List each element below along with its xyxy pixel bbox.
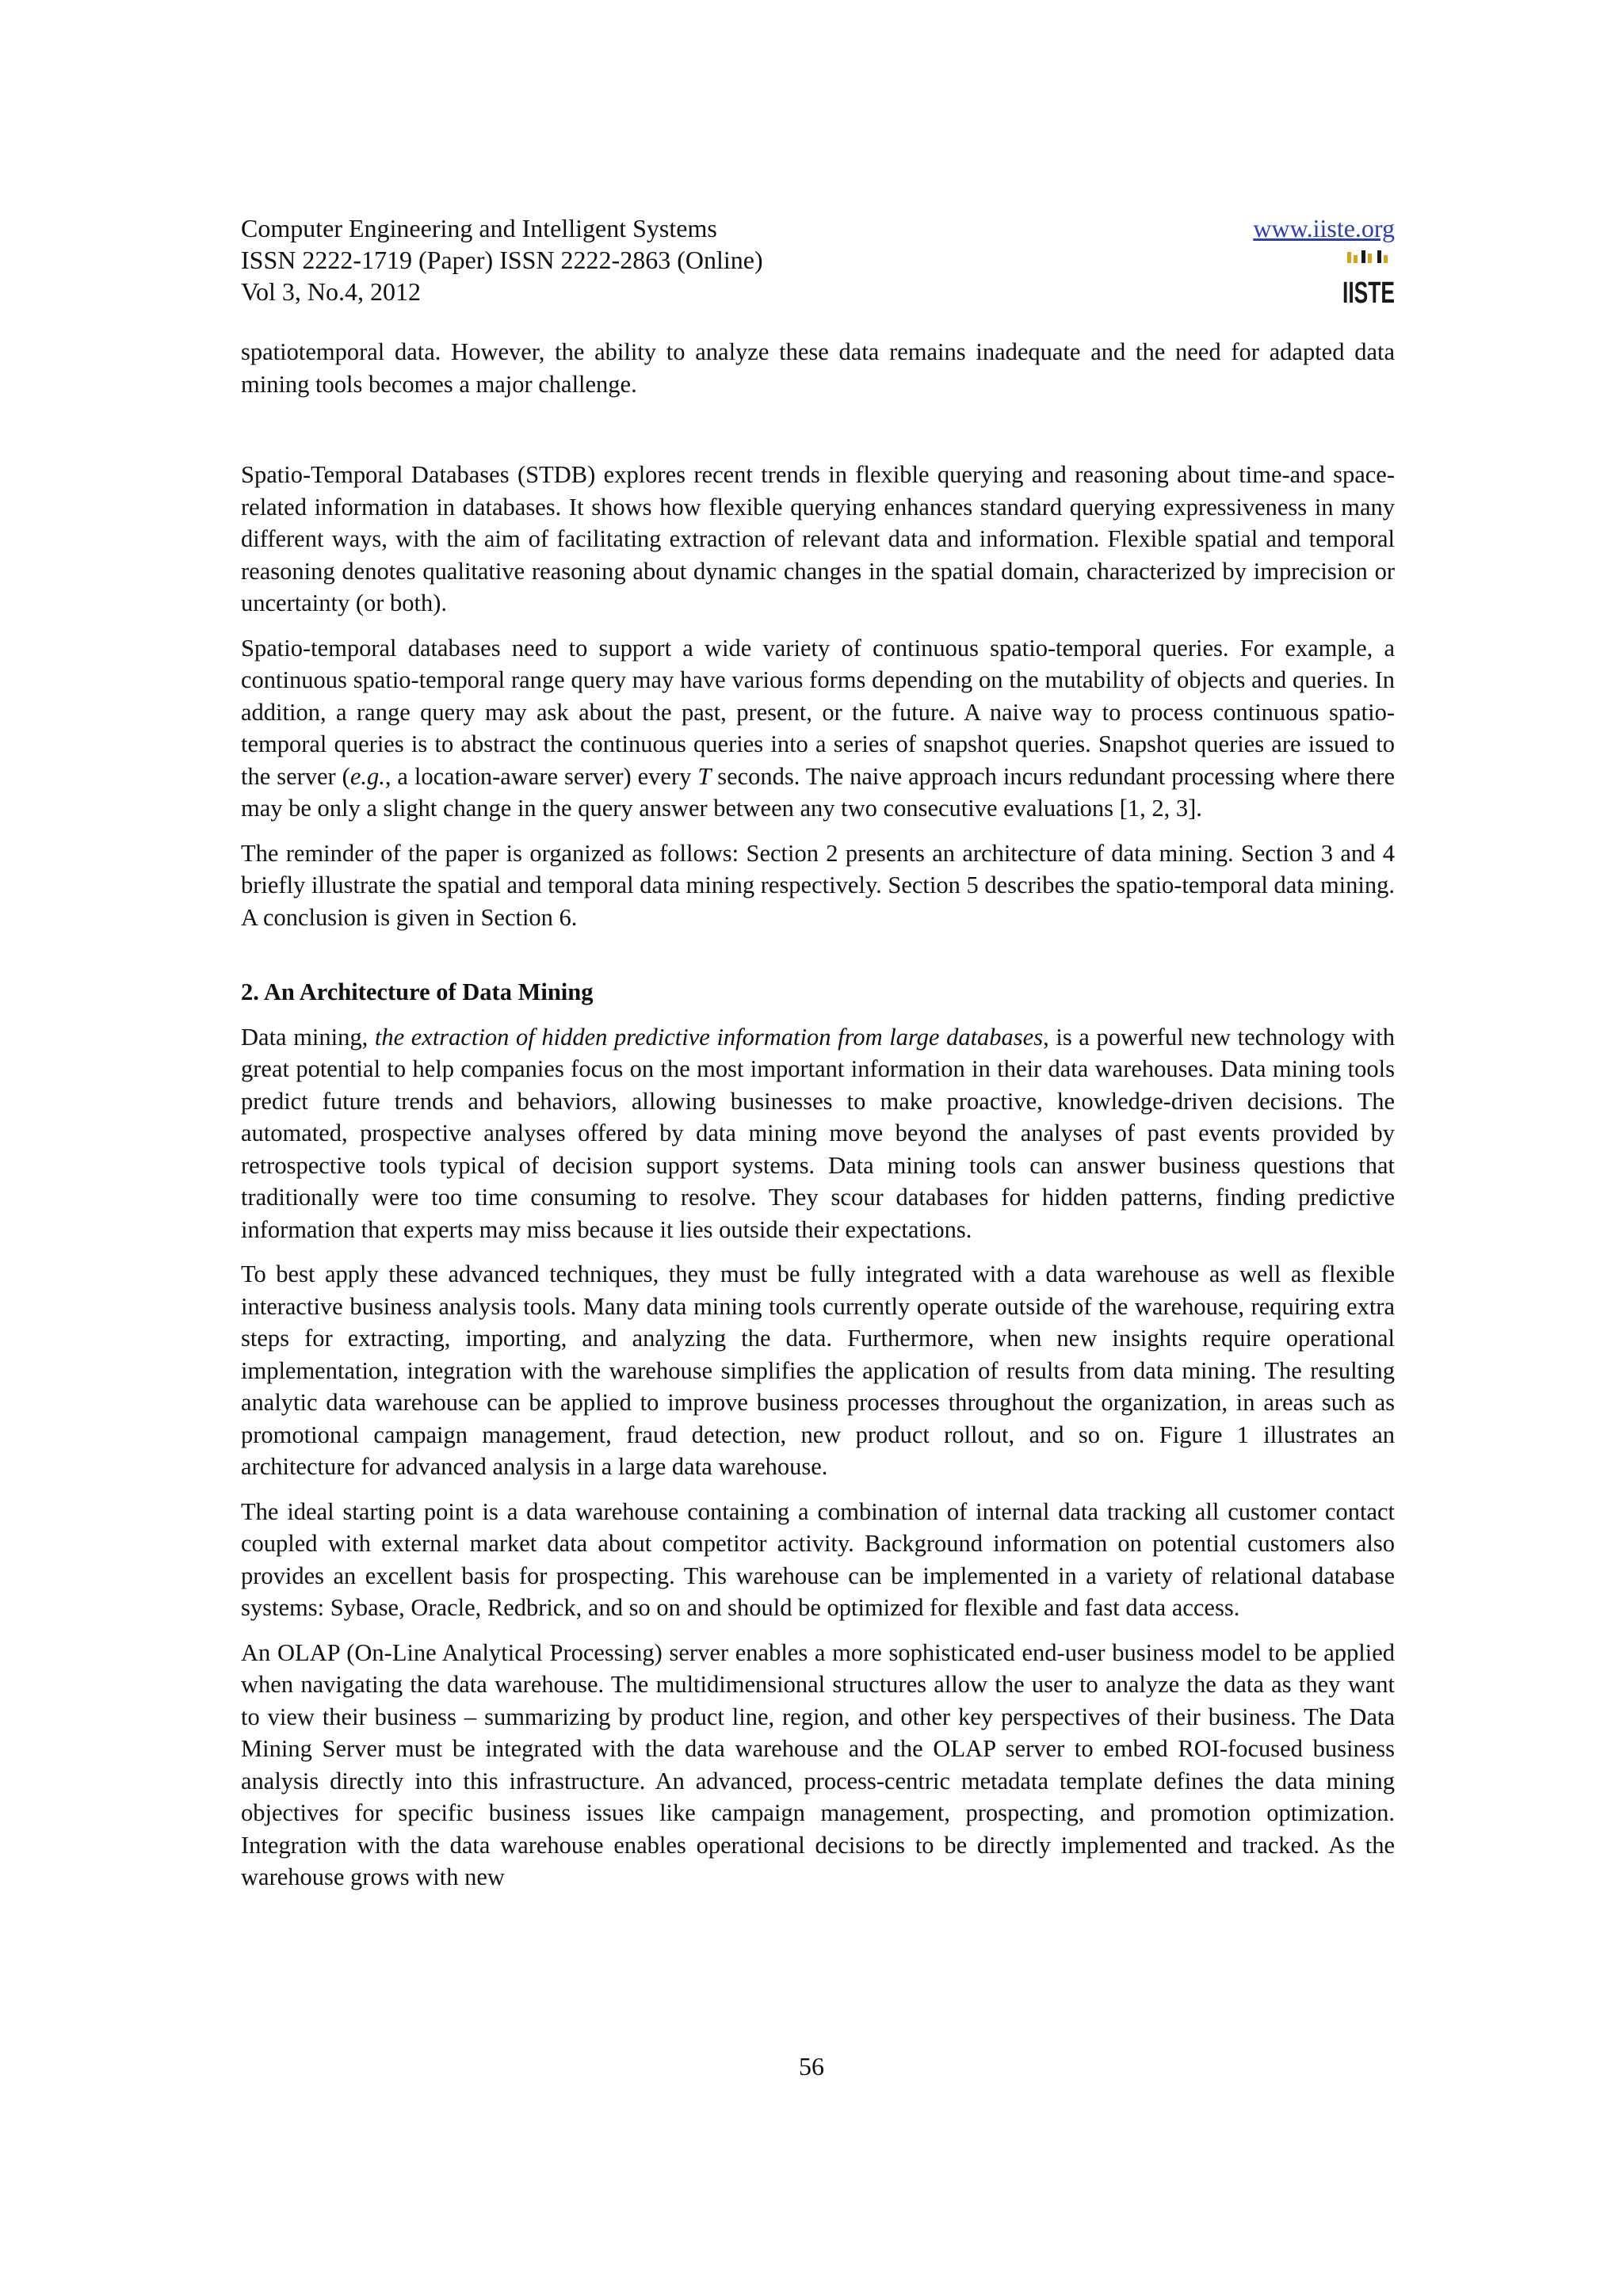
emphasis-t: T (697, 762, 712, 790)
paragraph-stdb: Spatio-Temporal Databases (STDB) explores recent trends in flexible querying and reasoning about time-and space-related information in databases. It shows how flexible querying enhances standard querying expressiveness in many different ways, with the aim of facilitating extraction of relevant data and information. Flexible spatial and temporal reasoning denotes qualitative reasoning about dynamic changes in the spatial domain, characterized by imprecision or uncertainty (or both). (241, 461, 1395, 616)
paragraph-organization: The reminder of the paper is organized as follows: Section 2 presents an architecture of data mining. Section 3 and 4 briefly illustrate the spatial and temporal data mining respectively. Section 5 describes the spatio-temporal data mining. A conclusion is given in Section 6. (241, 839, 1395, 931)
paragraph-olap: An OLAP (On-Line Analytical Processing) server enables a more sophisticated end-user business model to be applied when navigating the data warehouse. The multidimensional structures allow the user to analyze the data as they want to view their business – summarizing by product line, region, and other key perspectives of their business. The Data Mining Server must be integrated with the data warehouse and the OLAP server to embed ROI-focused business analysis directly into this infrastructure. An advanced, process-centric metadata template defines the data mining objectives for specific business issues like campaign management, prospecting, and promotion optimization. Integration with the data warehouse enables operational decisions to be directly implemented and tracked. As the warehouse grows with new (241, 1638, 1395, 1890)
svg-text:IISTE: IISTE (1342, 277, 1395, 310)
text-run: , a location-aware server) every (384, 762, 698, 790)
iiste-logo (1342, 250, 1395, 310)
paragraph-gap (241, 413, 1395, 459)
paragraph-intro-continued: spatiotemporal data. However, the ability to analyze these data remains inadequate and the need for adapted data mining tools becomes a major challenge. (241, 338, 1395, 398)
section-2-heading: 2. An Architecture of Data Mining (241, 978, 594, 1005)
text-run: , is a powerful new technology with great potential to help companies focus on the most important information in their data warehouses. Data mining tools predict future trends and behaviors, allowing businesses to make proactive, knowledge-driven decisions. The automated, prospective analyses offered by data mining move beyond the analyses of past events provided by retrospective tools typical of decision support systems. Data mining tools can answer business questions that traditionally were too time consuming to resolve. They scour databases for hidden patterns, finding predictive information that experts may miss because it lies outside their expectations. (241, 1023, 1395, 1243)
text-run: seconds. The naive approach incurs redundant processing where there may be only a slight change in the query answer between any two consecutive evaluations [1, 2, 3]. (241, 762, 1395, 822)
paragraph-integration: To best apply these advanced techniques, they must be fully integrated with a data warehouse as well as flexible interactive business analysis tools. Many data mining tools currently operate outside of the warehouse, requiring extra steps for extracting, importing, and analyzing the data. Furthermore, when new insights require operational implementation, integration with the warehouse simplifies the application of results from data mining. The resulting analytic data warehouse can be applied to improve business processes throughout the organization, in areas such as promotional campaign management, fraud detection, new product rollout, and so on. Figure 1 illustrates an architecture for advanced analysis in a large data warehouse. (241, 1261, 1395, 1480)
paragraph-warehouse: The ideal starting point is a data warehouse containing a combination of internal data tracking all customer contact coupled with external market data about competitor activity. Background information on potential customers also provides an excellent basis for prospecting. This warehouse can be implemented in a variety of relational database systems: Sybase, Oracle, Redbrick, and so on and should be optimized for flexible and fast data access. (241, 1497, 1395, 1621)
journal-title: Computer Engineering and Intelligent Systems (241, 214, 717, 242)
page-content (241, 212, 1395, 1906)
emphasis-eg: e.g. (349, 762, 385, 790)
paragraph-continuous-queries (241, 632, 1395, 825)
text-run: Data mining, (241, 1023, 375, 1051)
page-number: 56 (799, 2052, 824, 2081)
volume-line: Vol 3, No.4, 2012 (241, 277, 421, 306)
text-run: Spatio-temporal databases need to support a wide variety of continuous spatio-temporal queries. For example, a continuous spatio-temporal range query may have various forms depending on the mutability of objects and queries. In addition, a range query may ask about the past, present, or the future. A naive way to process continuous spatio-temporal queries is to abstract the continuous queries into a series of snapshot queries. Snapshot queries are issued to the server ( (241, 634, 1395, 790)
journal-website-link[interactable]: www.iiste.org (1253, 214, 1395, 242)
issn-line: ISSN 2222-1719 (Paper) ISSN 2222-2863 (Online) (241, 246, 763, 274)
emphasis-definition: the extraction of hidden predictive information from large databases (374, 1023, 1044, 1051)
page-header (241, 212, 1395, 314)
paragraph-data-mining-definition (241, 1021, 1395, 1246)
